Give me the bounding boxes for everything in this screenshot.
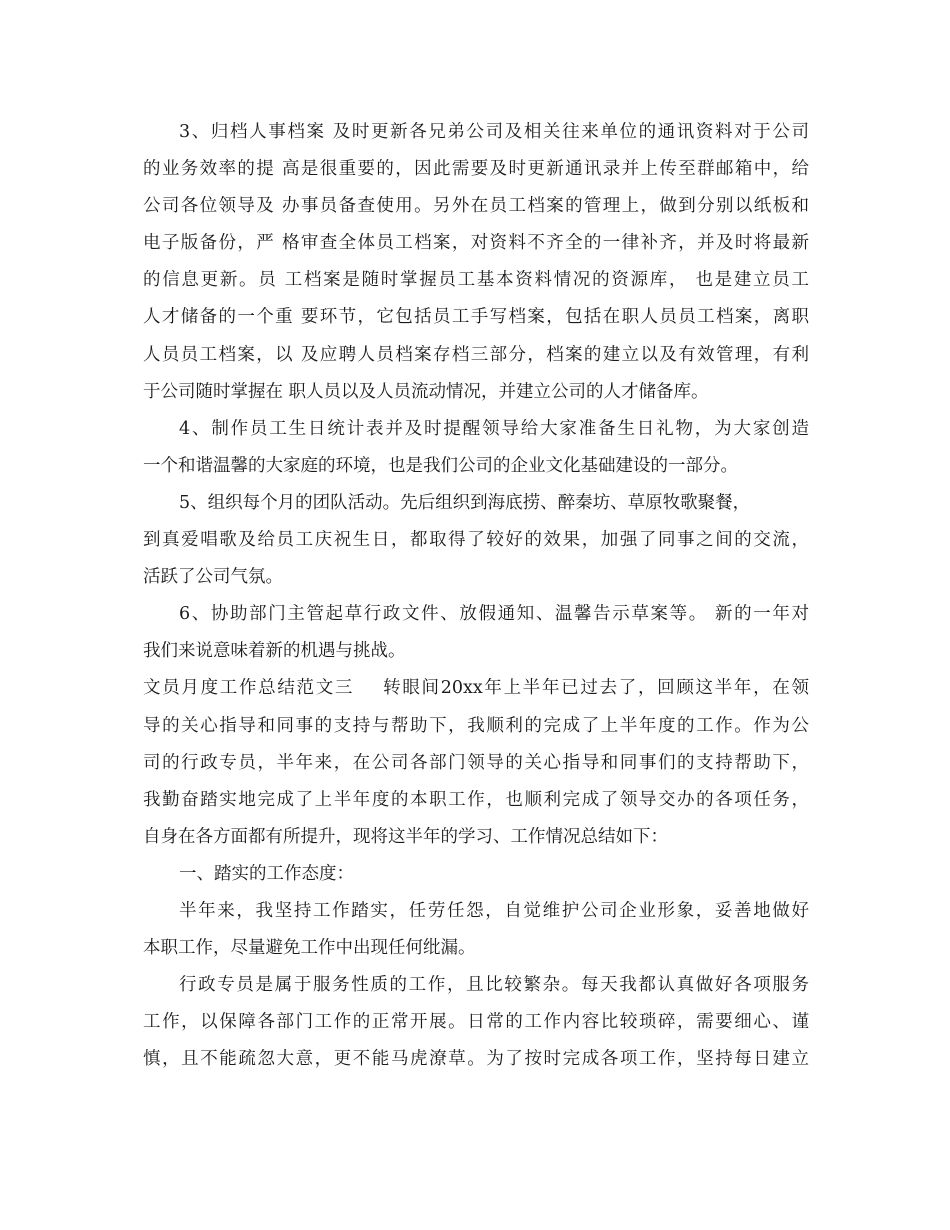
text-line: 4、制作员工生日统计表并及时提醒领导给大家准备生日礼物，为大家创造 xyxy=(179,418,809,439)
text-line: 人才储备的一个重 要环节，它包括员工手写档案，包括在职人员员工档案，离职 xyxy=(143,307,809,328)
text-line: 3、归档人事档案 及时更新各兄弟公司及相关往来单位的通讯资料对于公司 xyxy=(179,122,809,142)
text-line: 活跃了公司气氛。 xyxy=(143,567,283,588)
text-line: 文员月度工作总结范文三 转眼间20xx年上半年已过去了，回顾这半年，在领 xyxy=(143,678,809,699)
text-line: 到真爱唱歌及给员工庆祝生日，都取得了较好的效果，加强了同事之间的交流， xyxy=(143,530,809,551)
text-line: 于公司随时掌握在 职人员以及人员流动情况，并建立公司的人才储备库。 xyxy=(143,381,709,402)
text-line: 工作，以保障各部门工作的正常开展。日常的工作内容比较琐碎，需要细心、谨 xyxy=(143,1012,809,1033)
text-line: 公司各位领导及 办事员备查使用。另外在员工档案的管理上，做到分别以纸板和 xyxy=(143,196,809,217)
text-line: 行政专员是属于服务性质的工作，且比较繁杂。每天我都认真做好各项服务 xyxy=(179,975,809,996)
text-line: 半年来，我坚持工作踏实，任劳任怨，自觉维护公司企业形象，妥善地做好 xyxy=(179,900,809,921)
text-line: 我们来说意味着新的机遇与挑战。 xyxy=(143,641,406,662)
text-line: 的信息更新。员 工档案是随时掌握员工基本资料情况的资源库， 也是建立员工 xyxy=(143,270,809,291)
text-line: 5、组织每个月的团队活动。先后组织到海底捞、醉秦坊、草原牧歌聚餐， xyxy=(179,492,751,513)
text-line: 导的关心指导和同事的支持与帮助下，我顺利的完成了上半年度的工作。作为公 xyxy=(143,715,809,736)
text-line: 人员员工档案，以 及应聘人员档案存档三部分，档案的建立以及有效管理，有利 xyxy=(143,344,809,365)
text-line: 我勤奋踏实地完成了上半年度的本职工作，也顺利完成了领导交办的各项任务， xyxy=(143,789,809,810)
text-line: 司的行政专员，半年来，在公司各部门领导的关心指导和同事们的支持帮助下， xyxy=(143,752,809,773)
text-line: 自身在各方面都有所提升，现将这半年的学习、工作情况总结如下： xyxy=(143,826,668,847)
text-line: 电子版备份，严 格审查全体员工档案，对资料不齐全的一律补齐，并及时将最新 xyxy=(143,233,809,254)
text-line: 一个和谐温馨的大家庭的环境，也是我们公司的企业文化基础建设的一部分。 xyxy=(143,455,738,476)
text-line: 6、协助部门主管起草行政文件、放假通知、温馨告示草案等。 新的一年对 xyxy=(179,604,809,625)
text-line: 慎，且不能疏忽大意，更不能马虎潦草。为了按时完成各项工作，坚持每日建立 xyxy=(143,1049,809,1070)
text-line: 一、踏实的工作态度： xyxy=(179,863,354,884)
document-body xyxy=(143,114,809,1078)
text-line: 本职工作，尽量避免工作中出现任何纰漏。 xyxy=(143,938,476,959)
text-line: 的业务效率的提 高是很重要的，因此需要及时更新通讯录并上传至群邮箱中，给 xyxy=(143,159,809,180)
